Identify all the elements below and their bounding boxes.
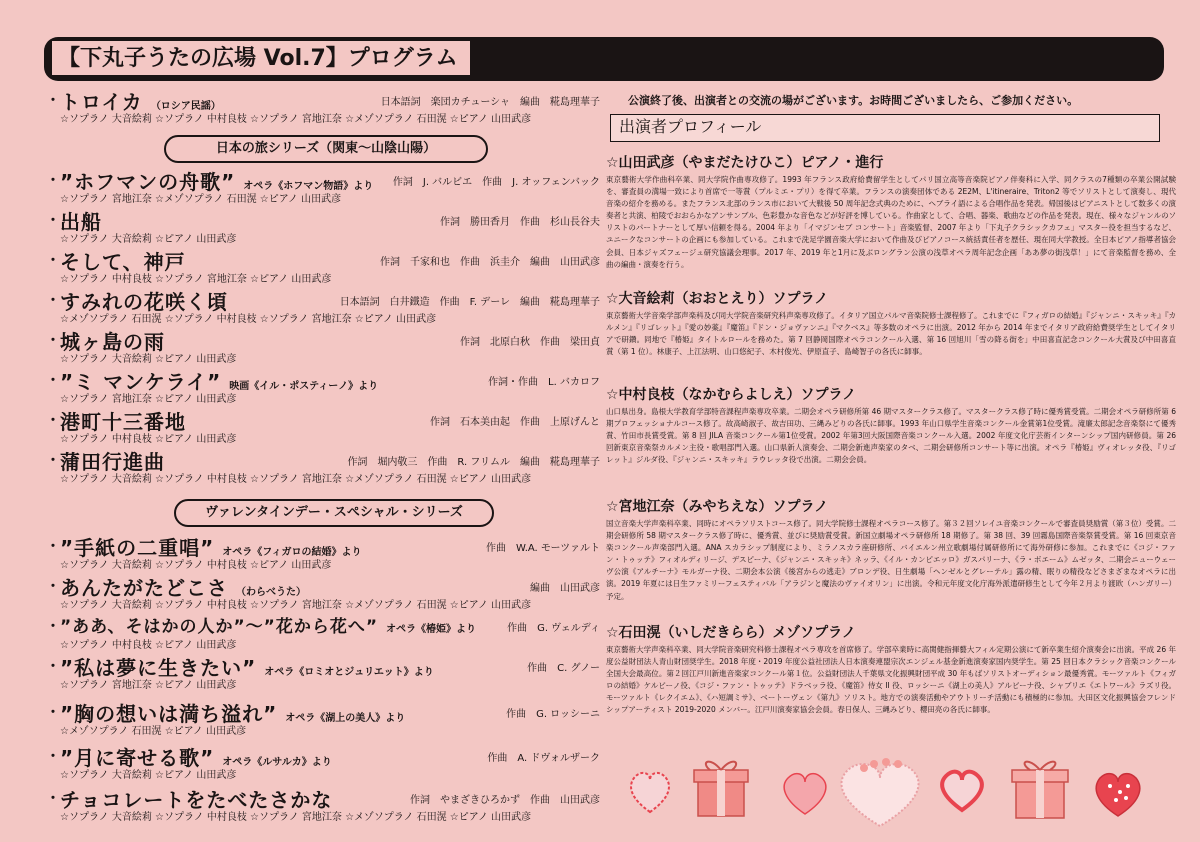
- program-item: ・ ”月に寄せる歌” オペラ《ルサルカ》より 作曲 A. ドヴォルザーク ☆ソプラノ 大音絵莉 ☆ピアノ 山田武彦: [44, 744, 604, 784]
- song-credits: 作詞 やまざきひろかず 作曲 山田武彦: [410, 795, 600, 806]
- song-credits: 作詞 北原白秋 作曲 梁田貞: [460, 337, 600, 348]
- song-performers: ☆ソプラノ 大音絵莉 ☆ソプラノ 中村良枝 ☆ソプラノ 宮地江奈 ☆メゾソプラノ 石田滉 ☆ピアノ 山田武彦: [60, 114, 532, 125]
- song-title: ”手紙の二重唱” オペラ《フィガロの結婚》より: [60, 536, 362, 560]
- song-title: 城ヶ島の雨: [60, 330, 165, 354]
- program-item: ・ ”手紙の二重唱” オペラ《フィガロの結婚》より 作曲 W.A. モーツァルト ☆ソプラノ 大音絵莉 ☆ソプラノ 中村良枝 ☆ピアノ 山田武彦: [44, 534, 604, 574]
- program-item: ・ 港町十三番地 作詞 石本美由起 作曲 上原げんと ☆ソプラノ 中村良枝 ☆ピアノ 山田武彦: [44, 408, 604, 448]
- profile-name: ☆石田滉（いしだきらら）メゾソプラノ: [606, 625, 856, 641]
- song-title: 蒲田行進曲: [60, 450, 165, 474]
- song-title: そして、神戸: [60, 250, 186, 274]
- profile-body: 山口県出身。島根大学教育学部特音課程声楽専攻卒業。二期会オペラ研修所第 46 期マスタークラス修了。マスタークラス修了時に優秀賞受賞。二期会オペラ研修所第 6 期プロフェッショナルコース修了。故高崎淑子、故吉田功、三縄みどりの各氏に師事。1993 年山口県学生音楽コンクール金賞第1位受賞。滝廉太郎記念音楽祭にて優秀賞、竹田市長賞受賞。第 8 回 JILA 音楽コンクール第1位受賞。2002 年第3回大阪国際音楽コンクール入選。2002 年度文化庁芸術インターンシップ国内研修員。第 26 回新東京音楽祭カルメン主役・歌唱部門入選。山口県新人演奏会、二期会新進声楽家のタベ、二期会研修所コンサート等に出演。オペラ『椿姫』ヴィオレッタ役、『リゴレット』ジルダ役、『ジャンニ・スキッキ』ラウレッタ役で出演。二期会会員。: [606, 407, 1176, 465]
- profile-block: [606, 152, 1176, 271]
- song-credits: 作曲 W.A. モーツァルト: [485, 543, 600, 554]
- song-performers: ☆メゾソプラノ 石田滉 ☆ピアノ 山田武彦: [60, 726, 247, 737]
- song-credits: 編曲 山田武彦: [530, 583, 600, 594]
- song-subtitle: オペラ《ホフマン物語》より: [243, 181, 374, 192]
- lace-heart-icon: [841, 758, 918, 826]
- program-item: ・ そして、神戸 作詞 千家和也 作曲 浜圭介 編曲 山田武彦 ☆ソプラノ 中村良枝 ☆ソプラノ 宮地江奈 ☆ピアノ 山田武彦: [44, 248, 604, 288]
- song-title: ”ホフマンの舟歌” オペラ《ホフマン物語》より: [60, 170, 374, 194]
- profile-block: [606, 288, 1176, 358]
- page-title: 【下丸子うたの広場 Vol.7】プログラム: [52, 41, 470, 75]
- song-subtitle: オペラ《ルサルカ》より: [222, 757, 332, 768]
- song-credits: 作曲 G. ヴェルディ: [507, 623, 600, 634]
- profile-body: 東京藝術大学作曲科卒業、同大学院作曲専攻修了。1993 年フランス政府給費留学生としてパリ国立高等音楽院ピアノ伴奏科に入学、同クラスの7種類の卒業公開試験を、審査員の満場一致により首席で一等賞（プルミエ・プリ）を得て卒業。フランスの演奏団体である 2E2M、L'itineraire、Triton2 等でソリストとして演奏し、現代音楽の紹介を務める。またフランス北部のランス市において大戦後 50 周年記念式典のために、ヘブライ語による合唱作品を発表。帰国後はピアニストとして数多くの演奏者と共演、柏陵でおおらかなアンサンブル、色彩豊かな音色などが好評を博している。作曲家として、合唱、器楽、歌曲などの作品を発表。現在、様々なジャンルのソリストのパートナーとして厚い信頼を得る。2004 年より「イマジンセブ コンサート」音楽監督、2007 年より「下丸子クラシックカフェ」マスター役を担当するなど、ユニークなコンサートの企画にも参加している。これまで洗足学園音楽大学において作曲及びピアノコース統括責任者を歴任、現在同大学教授。全日本ピアノ指導者協会会員、日本ジャズフェージュ研究協議会理事。2017 年、2019 年と1月に及ぶロングラン公演の浅草オペラ周年記念企画「ああ夢の街浅草！」にて音楽監督を務め、全曲の編曲・演奏を行う。: [606, 175, 1176, 269]
- profile-body: 東京藝術大学音楽学部声楽科及び同大学院音楽研究科声楽専攻修了。イタリア国立パルマ音楽院修士課程修了。これまでに『フィガロの結婚』『ジャンニ・スキッキ』『カルメン』『リゴレット』『愛の妙薬』『魔笛』『ドン・ジョヴァンニ』『マクベス』等多数のオペラに出演。2012 年から 2014 年までイタリア政府給費奨学生としてイタリアで研鑽。同地で『椿姫』タイトルロールを務めた。第 7 回静岡国際オペラコンクール入選、第 16 回旭川「雪の降る街を」中田喜直記念コンクール大賞及び中田喜直賞（第 1 位）。林康子、上江法明、山口悠紀子、木村俊光、伊原直子、島崎智子の各氏に師事。: [606, 311, 1176, 357]
- song-title: チョコレートをたべたさかな: [60, 788, 333, 812]
- song-title: ”月に寄せる歌” オペラ《ルサルカ》より: [60, 746, 332, 770]
- song-credits: 作曲 C. グノー: [527, 663, 600, 674]
- gift-box-icon: [1012, 762, 1068, 818]
- song-title: 港町十三番地: [60, 410, 186, 434]
- song-performers: ☆ソプラノ 大音絵莉 ☆ソプラノ 中村良枝 ☆ソプラノ 宮地江奈 ☆メゾソプラノ 石田滉 ☆ピアノ 山田武彦: [60, 600, 532, 611]
- song-title: ”ミ マンケライ” 映画《イル・ポスティーノ》より: [60, 370, 379, 394]
- gift-box-icon: [694, 762, 748, 816]
- heart-icon: [942, 772, 982, 810]
- song-subtitle: オペラ《ロミオとジュリエット》より: [264, 667, 434, 678]
- song-performers: ☆ソプラノ 中村良枝 ☆ピアノ 山田武彦: [60, 434, 237, 445]
- song-credits: 作曲 G. ロッシーニ: [506, 709, 600, 720]
- notice-text: 公演終了後、出演者との交流の場がございます。お時間ございましたら、ご参加ください。: [628, 94, 1079, 107]
- song-title: ”私は夢に生きたい” オペラ《ロミオとジュリエット》より: [60, 656, 434, 680]
- song-title: 出船: [60, 210, 102, 234]
- program-item: ・ ”ミ マンケライ” 映画《イル・ポスティーノ》より 作詞・作曲 L. バカロフ ☆ソプラノ 宮地江奈 ☆ピアノ 山田武彦: [44, 368, 604, 408]
- song-performers: ☆メゾソプラノ 石田滉 ☆ソプラノ 中村良枝 ☆ソプラノ 宮地江奈 ☆ピアノ 山田武彦: [60, 314, 437, 325]
- song-credits: 作曲 A. ドヴォルザーク: [487, 753, 600, 764]
- song-subtitle: （ロシア民謡）: [150, 101, 221, 112]
- program-item: ・ ”ああ、そはかの人か”〜”花から花へ” オペラ《椿姫》より 作曲 G. ヴェルディ ☆ソプラノ 中村良枝 ☆ピアノ 山田武彦: [44, 614, 604, 654]
- song-subtitle: オペラ《フィガロの結婚》より: [222, 547, 362, 558]
- profile-name: ☆山田武彦（やまだたけひこ）ピアノ・進行: [606, 155, 884, 171]
- song-credits: 作詞 石本美由起 作曲 上原げんと: [430, 417, 600, 428]
- program-item: ・ あんたがたどこさ （わらべうた） 編曲 山田武彦 ☆ソプラノ 大音絵莉 ☆ソプラノ 中村良枝 ☆ソプラノ 宮地江奈 ☆メゾソプラノ 石田滉 ☆ピアノ 山田武彦: [44, 574, 604, 614]
- song-performers: ☆ソプラノ 中村良枝 ☆ソプラノ 宮地江奈 ☆ピアノ 山田武彦: [60, 274, 332, 285]
- heart-icon: [631, 773, 669, 812]
- program-item: ・ ”私は夢に生きたい” オペラ《ロミオとジュリエット》より 作曲 C. グノー ☆ソプラノ 宮地江奈 ☆ピアノ 山田武彦: [44, 654, 604, 694]
- profile-heading: 出演者プロフィール: [610, 114, 1160, 142]
- song-title: トロイカ （ロシア民謡）: [60, 90, 221, 114]
- program-item: ・ 城ヶ島の雨 作詞 北原白秋 作曲 梁田貞 ☆ソプラノ 大音絵莉 ☆ピアノ 山田武彦: [44, 328, 604, 368]
- program-item: ・ 蒲田行進曲 作詞 堀内敬三 作曲 R. フリムル 編曲 糀島理華子 ☆ソプラノ 大音絵莉 ☆ソプラノ 中村良枝 ☆ソプラノ 宮地江奈 ☆メゾソプラノ 石田滉 ☆ピアノ 山田武彦: [44, 448, 604, 488]
- song-credits: 作詞・作曲 L. バカロフ: [488, 377, 600, 388]
- song-credits: 作詞 千家和也 作曲 浜圭介 編曲 山田武彦: [380, 257, 600, 268]
- song-performers: ☆ソプラノ 宮地江奈 ☆ピアノ 山田武彦: [60, 394, 237, 405]
- song-performers: ☆ソプラノ 中村良枝 ☆ピアノ 山田武彦: [60, 640, 237, 651]
- song-credits: 作詞 勝田香月 作曲 杉山長谷夫: [440, 217, 600, 228]
- heart-icon: [1096, 774, 1140, 816]
- profile-name: ☆大音絵莉（おおとえり）ソプラノ: [606, 291, 829, 307]
- song-credits: 日本語詞 楽団カチューシャ 編曲 糀島理華子: [380, 97, 600, 108]
- song-performers: ☆ソプラノ 大音絵莉 ☆ピアノ 山田武彦: [60, 770, 237, 781]
- program-item: ・ チョコレートをたべたさかな 作詞 やまざきひろかず 作曲 山田武彦 ☆ソプラノ 大音絵莉 ☆ソプラノ 中村良枝 ☆ソプラノ 宮地江奈 ☆メゾソプラノ 石田滉 ☆ピアノ 山田武彦: [44, 786, 604, 826]
- program-item: ・ 出船 作詞 勝田香月 作曲 杉山長谷夫 ☆ソプラノ 大音絵莉 ☆ピアノ 山田武彦: [44, 208, 604, 248]
- song-performers: ☆ソプラノ 宮地江奈 ☆メゾソプラノ 石田滉 ☆ピアノ 山田武彦: [60, 194, 342, 205]
- song-performers: ☆ソプラノ 大音絵莉 ☆ピアノ 山田武彦: [60, 234, 237, 245]
- program-item: ・ すみれの花咲く頃 日本語詞 白井鐵造 作曲 F. デーレ 編曲 糀島理華子 ☆メゾソプラノ 石田滉 ☆ソプラノ 中村良枝 ☆ソプラノ 宮地江奈 ☆ピアノ 山田武彦: [44, 288, 604, 328]
- profile-body: 東京藝術大学声楽科卒業、同大学院音楽研究科修士課程オペラ専攻を首席修了。学部卒業時に高関健指揮藝大フィル定期公演にて新卒業生紹介演奏会に出演。平成 26 年度公益財団法人青山財団奨学生。2018 年度・2019 年度公益社団法人日本演奏連盟宗次エンジェル基金新進演奏家国内奨学生。第 25 回日本クラシック音楽コンクール全国大会最高位。第２回江戸川新進音楽家コンクール第１位。公益財団法人千葉県文化振興財団平成 30 年もばソリストオーディション最優秀賞。モーツァルト《フィガロの結婚》ケルビーノ役、《コジ・ファン・トゥッテ》ドラベッラ役、《魔笛》侍女 II 役、ロッシーニ《湖上の美人》アルビーナ役、シャブリエ《エトワール》ラズリ役。モーツァルト《レクイエム》、《ハ短調ミサ》、ベートーヴェン《第九》ソリスト。地方での演奏活動やアウトリーチ活動にも積極的に参加。大田区文化振興協会フレンドシップアーティスト 2019-2020 メンバー。江戸川演奏家協会会員。春日保人、三縄みどり、櫻田亮の各氏に師事。: [606, 645, 1176, 715]
- profile-name: ☆中村良枝（なかむらよしえ）ソプラノ: [606, 387, 857, 403]
- song-credits: 作詞 堀内敬三 作曲 R. フリムル 編曲 糀島理華子: [347, 457, 600, 468]
- program-item: ・ トロイカ （ロシア民謡） 日本語詞 楽団カチューシャ 編曲 糀島理華子 ☆ソプラノ 大音絵莉 ☆ソプラノ 中村良枝 ☆ソプラノ 宮地江奈 ☆メゾソプラノ 石田滉 ☆ピアノ 山田武彦: [44, 88, 604, 128]
- heart-icon: [784, 774, 826, 814]
- song-credits: 日本語詞 白井鐵造 作曲 F. デーレ 編曲 糀島理華子: [339, 297, 600, 308]
- song-subtitle: 映画《イル・ポスティーノ》より: [229, 381, 379, 392]
- profile-block: [606, 622, 1176, 717]
- profile-block: [606, 384, 1176, 466]
- program-item: ・ ”ホフマンの舟歌” オペラ《ホフマン物語》より 作詞 J. バルビエ 作曲 J. オッフェンバック ☆ソプラノ 宮地江奈 ☆メゾソプラノ 石田滉 ☆ピアノ 山田武彦: [44, 168, 604, 208]
- series-label: ヴァレンタインデー・スペシャル・シリーズ: [174, 499, 494, 527]
- program-item: ・ ”胸の想いは満ち溢れ” オペラ《湖上の美人》より 作曲 G. ロッシーニ ☆メゾソプラノ 石田滉 ☆ピアノ 山田武彦: [44, 700, 604, 740]
- song-title: あんたがたどこさ （わらべうた）: [60, 576, 306, 600]
- song-credits: 作詞 J. バルビエ 作曲 J. オッフェンバック: [392, 177, 600, 188]
- song-performers: ☆ソプラノ 宮地江奈 ☆ピアノ 山田武彦: [60, 680, 237, 691]
- song-subtitle: オペラ《湖上の美人》より: [285, 713, 406, 724]
- decoration-strip: [620, 750, 1180, 830]
- song-performers: ☆ソプラノ 大音絵莉 ☆ソプラノ 中村良枝 ☆ピアノ 山田武彦: [60, 560, 332, 571]
- song-title: ”ああ、そはかの人か”〜”花から花へ” オペラ《椿姫》より: [60, 617, 477, 637]
- song-title: すみれの花咲く頃: [60, 290, 228, 314]
- song-subtitle: オペラ《椿姫》より: [386, 624, 477, 635]
- profile-block: [606, 496, 1176, 603]
- profile-name: ☆宮地江奈（みやちえな）ソプラノ: [606, 499, 829, 515]
- song-performers: ☆ソプラノ 大音絵莉 ☆ソプラノ 中村良枝 ☆ソプラノ 宮地江奈 ☆メゾソプラノ 石田滉 ☆ピアノ 山田武彦: [60, 474, 532, 485]
- profile-body: 国立音楽大学声楽科卒業、同時にオペラソリストコース修了。同大学院修士課程オペラコース修了。第３２回ソレイユ音楽コンクールで審査員奨励賞（第３位）受賞。二期会研修所 58 期マスタークラス修了時に、優秀賞、並びに奨励賞受賞。新国立劇場オペラ研修所 18 期修了。第 38 回、39 回霧島国際音楽祭賞受賞。第 16 回東京音楽コンクール声楽部門入選。ANA スカラシップ制度により、ミラノスカラ座研修所、バイエルン州立歌劇場付属研修所にて海外研修に参加。これまでに《コジ・ファン・トゥッテ》フィオルディリージ、デスピーナ、《ジャンニ・スキッキ》ネッラ、《イル・カンピエッロ》ガスパリーナ、《ラ・ボエーム》ムゼッタ、二期会ニューウェーヴ公演《アルチーナ》モルガーナ役、二期会本公演《後宮からの逃走》ブロンデ役、日生劇場「ヘンゼルとグレーテル」露の精、眠りの精役などさまざまなオペラに出演。2019 年夏には日生ファミリーフェスティバル「アラジンと魔法のヴァイオリン」に出演。令和元年度文化庁海外派遣研修生として今年２月より渡欧（ハンガリー）予定。: [606, 519, 1176, 601]
- series-label: 日本の旅シリーズ（関東〜山陰山陽）: [164, 135, 488, 163]
- title-bar: [44, 37, 1164, 81]
- song-subtitle: （わらべうた）: [236, 587, 306, 598]
- song-title: ”胸の想いは満ち溢れ” オペラ《湖上の美人》より: [60, 702, 406, 726]
- song-performers: ☆ソプラノ 大音絵莉 ☆ソプラノ 中村良枝 ☆ソプラノ 宮地江奈 ☆メゾソプラノ 石田滉 ☆ピアノ 山田武彦: [60, 812, 532, 823]
- song-performers: ☆ソプラノ 大音絵莉 ☆ピアノ 山田武彦: [60, 354, 237, 365]
